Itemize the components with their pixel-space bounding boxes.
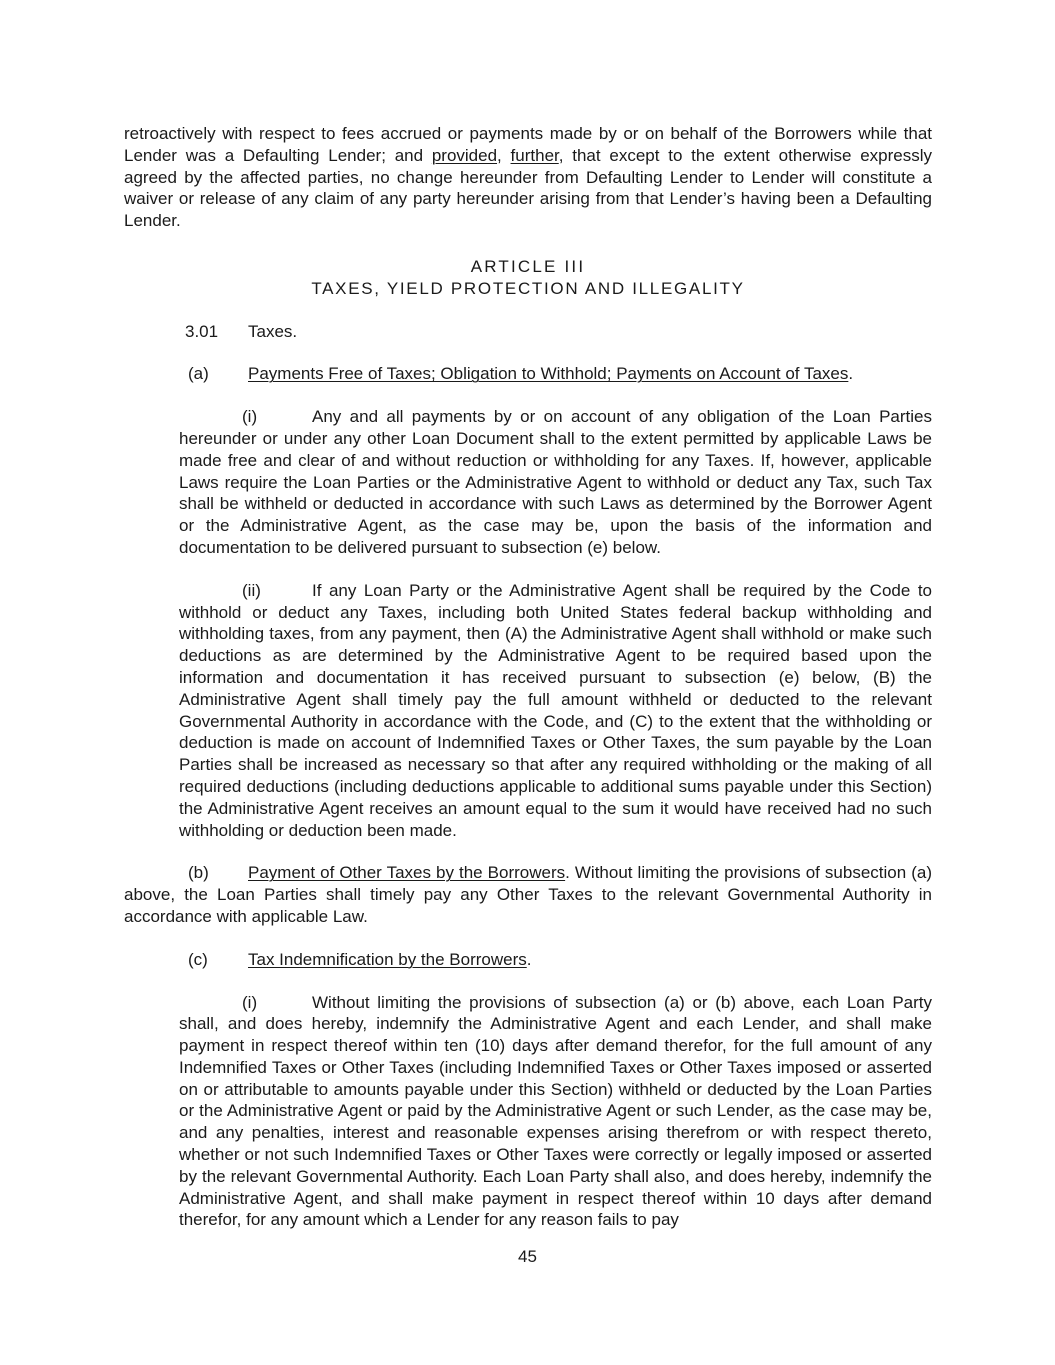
page-content xyxy=(124,123,932,1231)
subsection-a-item-ii xyxy=(179,580,932,842)
continuation-text-3: , that except to the extent otherwise expressly agreed by the affected parties, no change hereunder from Defaulting Lender to Lender will constitute a waiver or release of any claim of any party hereunder arising from that Lender’s having been a Defaulting Lender. xyxy=(124,145,932,231)
section-number: 3.01 xyxy=(185,321,219,341)
further-term: further xyxy=(510,145,559,165)
page-number: 45 xyxy=(518,1247,537,1266)
subsection-b-text: . Without limiting the provisions of subsection (a) above, the Loan Parties shall timely pay any Other Taxes to the relevant Governmental Authority in accordance with applicable Law. xyxy=(124,863,932,926)
section-title: Taxes. xyxy=(248,321,298,341)
provided-term: provided xyxy=(431,145,498,165)
subsection-b-label: (b) xyxy=(188,863,209,883)
subsection-a-title-end: . xyxy=(848,364,854,384)
subsection-a-title: Payments Free of Taxes; Obligation to Withhold; Payments on Account of Taxes xyxy=(248,364,849,384)
subsection-c-heading xyxy=(124,949,932,971)
section-heading xyxy=(124,321,932,343)
continuation-paragraph xyxy=(124,123,932,232)
continuation-text-1: retroactively with respect to fees accrued or payments made by or on behalf of the Borrowers while that Lender was a Defaulting Lender; and xyxy=(124,124,932,165)
item-label: (ii) xyxy=(242,580,261,600)
article-number: ARTICLE III xyxy=(470,256,586,276)
article-title: TAXES, YIELD PROTECTION AND ILLEGALITY xyxy=(311,278,745,298)
subsection-a-label: (a) xyxy=(188,364,209,384)
subsection-a-item-i xyxy=(179,406,932,559)
item-label: (i) xyxy=(242,992,258,1012)
item-text: Any and all payments by or on account of any obligation of the Loan Parties hereunder or under any other Loan Document shall to the extent permitted by applicable Laws be made free and clear of and without reduction or withholding for any Taxes. If, however, applicable Laws require the Loan Parties or the Administrative Agent to withhold or deduct any Tax, such Tax shall be withheld or deducted in accordance with such Laws as determined by the Borrower Agent or the Administrative Agent, as the case may be, upon the basis of the information and documentation to be delivered pursuant to subsection (e) below. xyxy=(179,407,932,557)
continuation-text-2: , xyxy=(497,145,511,165)
subsection-c-title-end: . xyxy=(526,949,532,969)
item-text: If any Loan Party or the Administrative Agent shall be required by the Code to withhold or deduct any Taxes, including both United States federal backup withholding and withholding taxes, from any payment, then (A) the Administrative Agent shall withhold or make such deductions as are determined by the Administrative Agent to be required based upon the information and documentation it has received pursuant to subsection (e) below, (B) the Administrative Agent shall timely pay the full amount withheld or deducted to the relevant Governmental Authority in accordance with the Code, and (C) to the extent that the withholding or deduction is made on account of Indemnified Taxes or Other Taxes, the sum payable by the Loan Parties shall be increased as necessary so that after any required withholding or the making of all required deductions (including deductions applicable to additional sums payable under this Section) the Administrative Agent receives an amount equal to the sum it would have received had no such withholding or deduction been made. xyxy=(179,580,932,840)
subsection-c-label: (c) xyxy=(188,949,208,969)
subsection-a-heading xyxy=(124,363,932,385)
item-text: Without limiting the provisions of subsection (a) or (b) above, each Loan Party shall, and does hereby, indemnify the Administrative Agent and each Lender, and shall make payment in respect thereof within ten (10) days after demand therefor, for the full amount of any Indemnified Taxes or Other Taxes (including Indemnified Taxes or Other Taxes imposed or asserted on or attributable to amounts payable under this Section) withheld or deducted by the Loan Parties or the Administrative Agent or paid by the Administrative Agent or such Lender, as the case may be, and any penalties, interest and reasonable expenses arising therefrom or with respect thereto, whether or not such Indemnified Taxes or Other Taxes were correctly or legally imposed or asserted by the relevant Governmental Authority. Each Loan Party shall also, and does hereby, indemnify the Administrative Agent, and shall make payment in respect thereof within 10 days after demand therefor, for any amount which a Lender for any reason fails to pay xyxy=(179,992,932,1230)
subsection-b-title: Payment of Other Taxes by the Borrowers xyxy=(248,863,566,883)
subsection-c-item-i xyxy=(179,992,932,1232)
subsection-b-paragraph xyxy=(124,862,932,927)
item-label: (i) xyxy=(242,407,258,427)
subsection-c-title: Tax Indemnification by the Borrowers xyxy=(248,949,527,969)
